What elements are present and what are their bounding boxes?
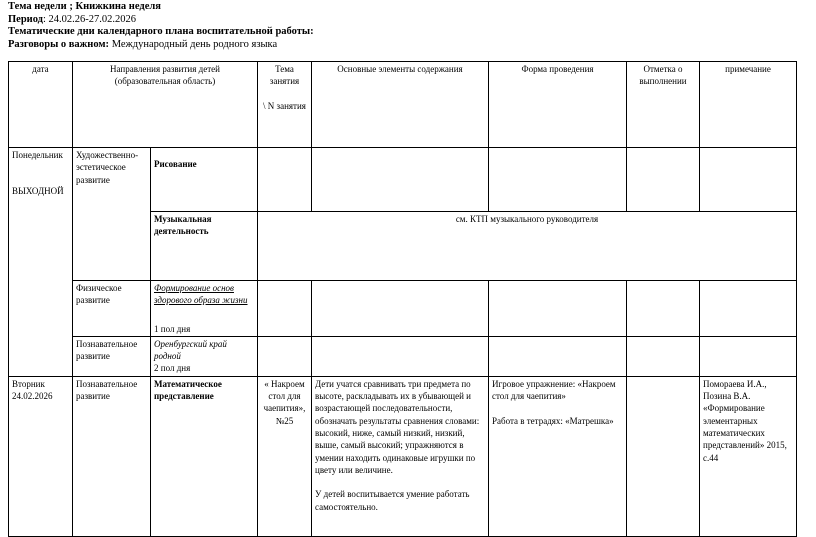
tuesday-area: Познавательное развитие bbox=[73, 376, 151, 536]
col-topic: Тема занятия \ N занятия bbox=[258, 62, 312, 148]
tuesday-topic: « Накроем стол для чаепития», №25 bbox=[258, 376, 312, 536]
cell bbox=[258, 148, 312, 212]
table-row bbox=[9, 336, 797, 376]
cell bbox=[312, 148, 489, 212]
talks-label: Разговоры о важном: bbox=[8, 38, 110, 50]
col-content: Основные элементы содержания bbox=[312, 62, 489, 148]
cell bbox=[489, 281, 627, 337]
cell bbox=[700, 281, 797, 337]
talks-value: Международный день родного языка bbox=[109, 38, 278, 50]
phys-time: 1 пол дня bbox=[154, 323, 191, 334]
tuesday-form: Игровое упражнение: «Накроем стол для чаепития» Работа в тетрадях: «Матрешка» bbox=[489, 376, 627, 536]
cell bbox=[700, 148, 797, 212]
cell bbox=[258, 281, 312, 337]
cell bbox=[700, 336, 797, 376]
cell bbox=[312, 336, 489, 376]
plan-table bbox=[8, 61, 797, 537]
tuesday-subject: Математическое представление bbox=[151, 376, 258, 536]
document-header bbox=[8, 1, 314, 51]
cell bbox=[312, 281, 489, 337]
tuesday-content: Дети учатся сравнивать три предмета по высоте, раскладывать их в убывающей и возрастающей последовательности, обозначать результаты сравнения словами: высокий, ниже, самый низкий, низкий, выше, самый высокий; упражняются в умении находить одинаковые игрушки по цвету или величине. У детей воспитывается умение работать самостоятельно. bbox=[312, 376, 489, 536]
monday-status: ВЫХОДНОЙ bbox=[12, 186, 64, 197]
tuesday-note: Помораева И.А., Позина В.А. «Формирование элементарных математических представлений» 2015, с.44 bbox=[700, 376, 797, 536]
monday-cell bbox=[9, 148, 73, 377]
cog-area: Познавательное развитие bbox=[73, 336, 151, 376]
phys-subject: Формирование основ здорового образа жизни bbox=[154, 283, 248, 306]
col-form: Форма проведения bbox=[489, 62, 627, 148]
thematic-days: Тематические дни календарного плана воспитательной работы: bbox=[8, 26, 314, 37]
music-note: см. КТП музыкального руководителя bbox=[258, 212, 797, 281]
drawing-subject: Рисование bbox=[151, 148, 258, 212]
cell bbox=[627, 281, 700, 337]
music-subject: Музыкальная деятельность bbox=[151, 212, 258, 281]
table-header-row bbox=[9, 62, 797, 148]
table-row bbox=[9, 376, 797, 536]
talks-line bbox=[8, 39, 314, 52]
table-row bbox=[9, 148, 797, 212]
cell bbox=[489, 336, 627, 376]
week-value: Книжкина неделя bbox=[75, 1, 161, 12]
phys-subject-cell bbox=[151, 281, 258, 337]
period-label: Период bbox=[8, 13, 43, 25]
cell bbox=[489, 148, 627, 212]
cell bbox=[258, 336, 312, 376]
cell bbox=[627, 148, 700, 212]
cog-subject: Оренбургский край родной bbox=[154, 338, 227, 362]
cog-subject-cell bbox=[151, 336, 258, 376]
tuesday-day: Вторник 24.02.2026 bbox=[9, 376, 73, 536]
monday-day: Понедельник bbox=[12, 150, 63, 160]
period-value: : 24.02.26-27.02.2026 bbox=[42, 13, 137, 25]
col-note: примечание bbox=[700, 62, 797, 148]
cell bbox=[627, 376, 700, 536]
week-line bbox=[8, 1, 314, 14]
phys-area: Физическое развитие bbox=[73, 281, 151, 337]
table-row bbox=[9, 281, 797, 337]
cog-time: 2 пол дня bbox=[154, 363, 191, 374]
art-area: Художественно-эстетическое развитие bbox=[73, 148, 151, 281]
col-direction: Направления развития детей (образовательная область) bbox=[73, 62, 258, 148]
week-label: Тема недели ; bbox=[8, 1, 73, 12]
period-line bbox=[8, 14, 314, 27]
col-date: дата bbox=[9, 62, 73, 148]
col-mark: Отметка о выполнении bbox=[627, 62, 700, 148]
cell bbox=[627, 336, 700, 376]
